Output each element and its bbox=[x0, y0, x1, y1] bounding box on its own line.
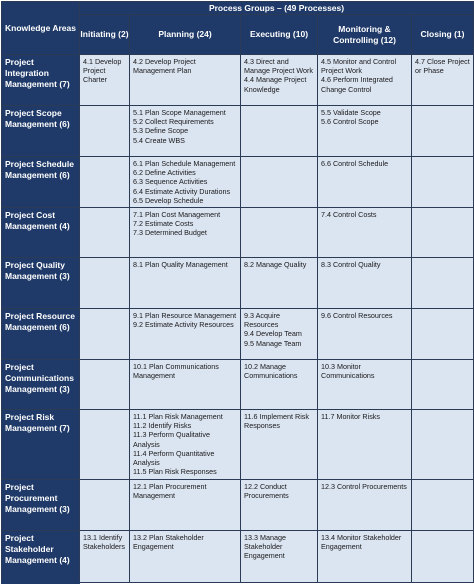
monitoring-controlling-cell bbox=[318, 258, 412, 309]
executing-cell bbox=[241, 106, 318, 157]
planning-cell bbox=[130, 360, 241, 410]
process-item: 7.3 Determined Budget bbox=[133, 228, 207, 238]
group-header-planning: Planning (24) bbox=[130, 15, 241, 55]
closing-cell bbox=[412, 106, 474, 157]
planning-cell bbox=[130, 106, 241, 157]
process-item: 4.1 Develop Project Charter bbox=[83, 57, 122, 85]
process-item: 6.1 Plan Schedule Management bbox=[133, 159, 236, 168]
process-item: 11.2 Identify Risks bbox=[133, 421, 192, 431]
executing-cell bbox=[241, 55, 318, 106]
process-item: 9.2 Estimate Activity Resources bbox=[133, 320, 234, 330]
knowledge-area-label: Project Schedule Management (6) bbox=[2, 157, 80, 208]
process-item: 9.4 Develop Team bbox=[244, 329, 302, 339]
planning-cell bbox=[130, 480, 241, 531]
initiating-cell bbox=[80, 360, 130, 410]
process-item: 5.1 Plan Scope Management bbox=[133, 108, 226, 117]
process-item: 7.1 Plan Cost Management bbox=[133, 210, 221, 219]
executing-cell bbox=[241, 208, 318, 258]
process-item: 4.4 Manage Project Knowledge bbox=[244, 75, 307, 94]
process-item: 8.3 Control Quality bbox=[321, 260, 381, 269]
process-item: 12.3 Control Procurements bbox=[321, 482, 407, 491]
knowledge-areas-header: Knowledge Areas bbox=[2, 2, 80, 55]
knowledge-area-label: Project Integration Management (7) bbox=[2, 55, 80, 106]
process-groups-table bbox=[1, 1, 474, 584]
closing-cell bbox=[412, 410, 474, 480]
process-item: 12.1 Plan Procurement Management bbox=[133, 482, 207, 501]
closing-cell bbox=[412, 309, 474, 360]
process-item: 6.4 Estimate Activity Durations bbox=[133, 186, 231, 196]
executing-cell bbox=[241, 309, 318, 360]
process-item: 7.2 Estimate Costs bbox=[133, 219, 194, 229]
monitoring-controlling-cell bbox=[318, 106, 412, 157]
process-item: 7.4 Control Costs bbox=[321, 210, 377, 219]
process-item: 6.6 Control Schedule bbox=[321, 159, 389, 168]
monitoring-controlling-cell bbox=[318, 208, 412, 258]
planning-cell bbox=[130, 309, 241, 360]
closing-cell bbox=[412, 55, 474, 106]
process-item: 10.3 Monitor Communications bbox=[321, 362, 375, 381]
process-item: 9.6 Control Resources bbox=[321, 311, 393, 320]
process-item: 11.4 Perform Quantitative Analysis bbox=[133, 448, 215, 468]
knowledge-area-label: Project Resource Management (6) bbox=[2, 309, 80, 360]
initiating-cell bbox=[80, 309, 130, 360]
planning-cell bbox=[130, 258, 241, 309]
process-item: 13.2 Plan Stakeholder Engagement bbox=[133, 533, 204, 552]
executing-cell bbox=[241, 480, 318, 531]
table-row bbox=[2, 360, 474, 410]
table-row bbox=[2, 309, 474, 360]
process-item: 10.1 Plan Communications Management bbox=[133, 362, 219, 381]
planning-cell bbox=[130, 410, 241, 480]
process-item: 9.3 Acquire Resources bbox=[244, 311, 280, 330]
table-row bbox=[2, 480, 474, 531]
monitoring-controlling-cell bbox=[318, 55, 412, 106]
table-body bbox=[2, 55, 474, 583]
executing-cell bbox=[241, 531, 318, 583]
planning-cell bbox=[130, 531, 241, 583]
process-item: 9.5 Manage Team bbox=[244, 338, 302, 348]
process-item: 5.4 Create WBS bbox=[133, 135, 185, 145]
table-row bbox=[2, 106, 474, 157]
knowledge-area-label: Project Stakeholder Management (4) bbox=[2, 531, 80, 583]
executing-cell bbox=[241, 410, 318, 480]
table-row bbox=[2, 410, 474, 480]
closing-cell bbox=[412, 157, 474, 208]
process-item: 5.3 Define Scope bbox=[133, 126, 189, 136]
monitoring-controlling-cell bbox=[318, 157, 412, 208]
process-item: 8.1 Plan Quality Management bbox=[133, 260, 228, 269]
process-item: 8.2 Manage Quality bbox=[244, 260, 307, 269]
process-item: 13.1 Identify Stakeholders bbox=[83, 533, 125, 552]
process-item: 6.5 Develop Schedule bbox=[133, 195, 204, 205]
initiating-cell bbox=[80, 480, 130, 531]
process-item: 4.7 Close Project or Phase bbox=[415, 57, 470, 76]
group-header-initiating: Initiating (2) bbox=[80, 15, 130, 55]
closing-cell bbox=[412, 480, 474, 531]
group-header-monitoring-controlling: Monitoring & Controlling (12) bbox=[318, 15, 412, 55]
process-item: 6.2 Define Activities bbox=[133, 168, 196, 178]
process-item: 13.4 Monitor Stakeholder Engagement bbox=[321, 533, 402, 552]
group-header-executing: Executing (10) bbox=[241, 15, 318, 55]
process-item: 5.2 Collect Requirements bbox=[133, 117, 214, 127]
monitoring-controlling-cell bbox=[318, 360, 412, 410]
table-row bbox=[2, 157, 474, 208]
planning-cell bbox=[130, 208, 241, 258]
planning-cell bbox=[130, 157, 241, 208]
table-row bbox=[2, 55, 474, 106]
process-item: 6.3 Sequence Activities bbox=[133, 177, 208, 187]
knowledge-area-label: Project Quality Management (3) bbox=[2, 258, 80, 309]
initiating-cell bbox=[80, 106, 130, 157]
knowledge-area-label: Project Communications Management (3) bbox=[2, 360, 80, 410]
executing-cell bbox=[241, 360, 318, 410]
process-item: 4.3 Direct and Manage Project Work bbox=[244, 57, 313, 76]
process-item: 4.5 Monitor and Control Project Work bbox=[321, 57, 397, 76]
process-item: 10.2 Manage Communications bbox=[244, 362, 298, 381]
process-item: 11.6 Implement Risk Responses bbox=[244, 412, 309, 431]
process-item: 5.5 Validate Scope bbox=[321, 108, 381, 117]
knowledge-area-label: Project Risk Management (7) bbox=[2, 410, 80, 480]
process-item: 5.6 Control Scope bbox=[321, 117, 379, 127]
process-item: 11.3 Perform Qualitative Analysis bbox=[133, 430, 210, 449]
initiating-cell bbox=[80, 410, 130, 480]
planning-cell bbox=[130, 55, 241, 106]
table-row bbox=[2, 531, 474, 583]
table-row bbox=[2, 208, 474, 258]
knowledge-area-label: Project Scope Management (6) bbox=[2, 106, 80, 157]
initiating-cell bbox=[80, 531, 130, 583]
process-item: 11.5 Plan Risk Responses bbox=[133, 467, 217, 477]
group-header-closing: Closing (1) bbox=[412, 15, 474, 55]
monitoring-controlling-cell bbox=[318, 531, 412, 583]
process-item: 4.2 Develop Project Management Plan bbox=[133, 57, 196, 76]
process-item: 9.1 Plan Resource Management bbox=[133, 311, 237, 320]
process-item: 13.3 Manage Stakeholder Engagement bbox=[244, 533, 286, 561]
closing-cell bbox=[412, 258, 474, 309]
closing-cell bbox=[412, 531, 474, 583]
monitoring-controlling-cell bbox=[318, 410, 412, 480]
process-item: 12.2 Conduct Procurements bbox=[244, 482, 289, 501]
table-row bbox=[2, 258, 474, 309]
process-item: 11.1 Plan Risk Management bbox=[133, 412, 223, 421]
initiating-cell bbox=[80, 208, 130, 258]
knowledge-area-label: Project Cost Management (4) bbox=[2, 208, 80, 258]
closing-cell bbox=[412, 208, 474, 258]
process-item: 4.6 Perform Integrated Change Control bbox=[321, 75, 393, 94]
closing-cell bbox=[412, 360, 474, 410]
initiating-cell bbox=[80, 157, 130, 208]
initiating-cell bbox=[80, 55, 130, 106]
executing-cell bbox=[241, 157, 318, 208]
executing-cell bbox=[241, 258, 318, 309]
monitoring-controlling-cell bbox=[318, 309, 412, 360]
knowledge-area-label: Project Procurement Management (3) bbox=[2, 480, 80, 531]
process-item: 11.7 Monitor Risks bbox=[321, 412, 380, 421]
process-groups-title: Process Groups – (49 Processes) bbox=[80, 2, 474, 15]
monitoring-controlling-cell bbox=[318, 480, 412, 531]
initiating-cell bbox=[80, 258, 130, 309]
